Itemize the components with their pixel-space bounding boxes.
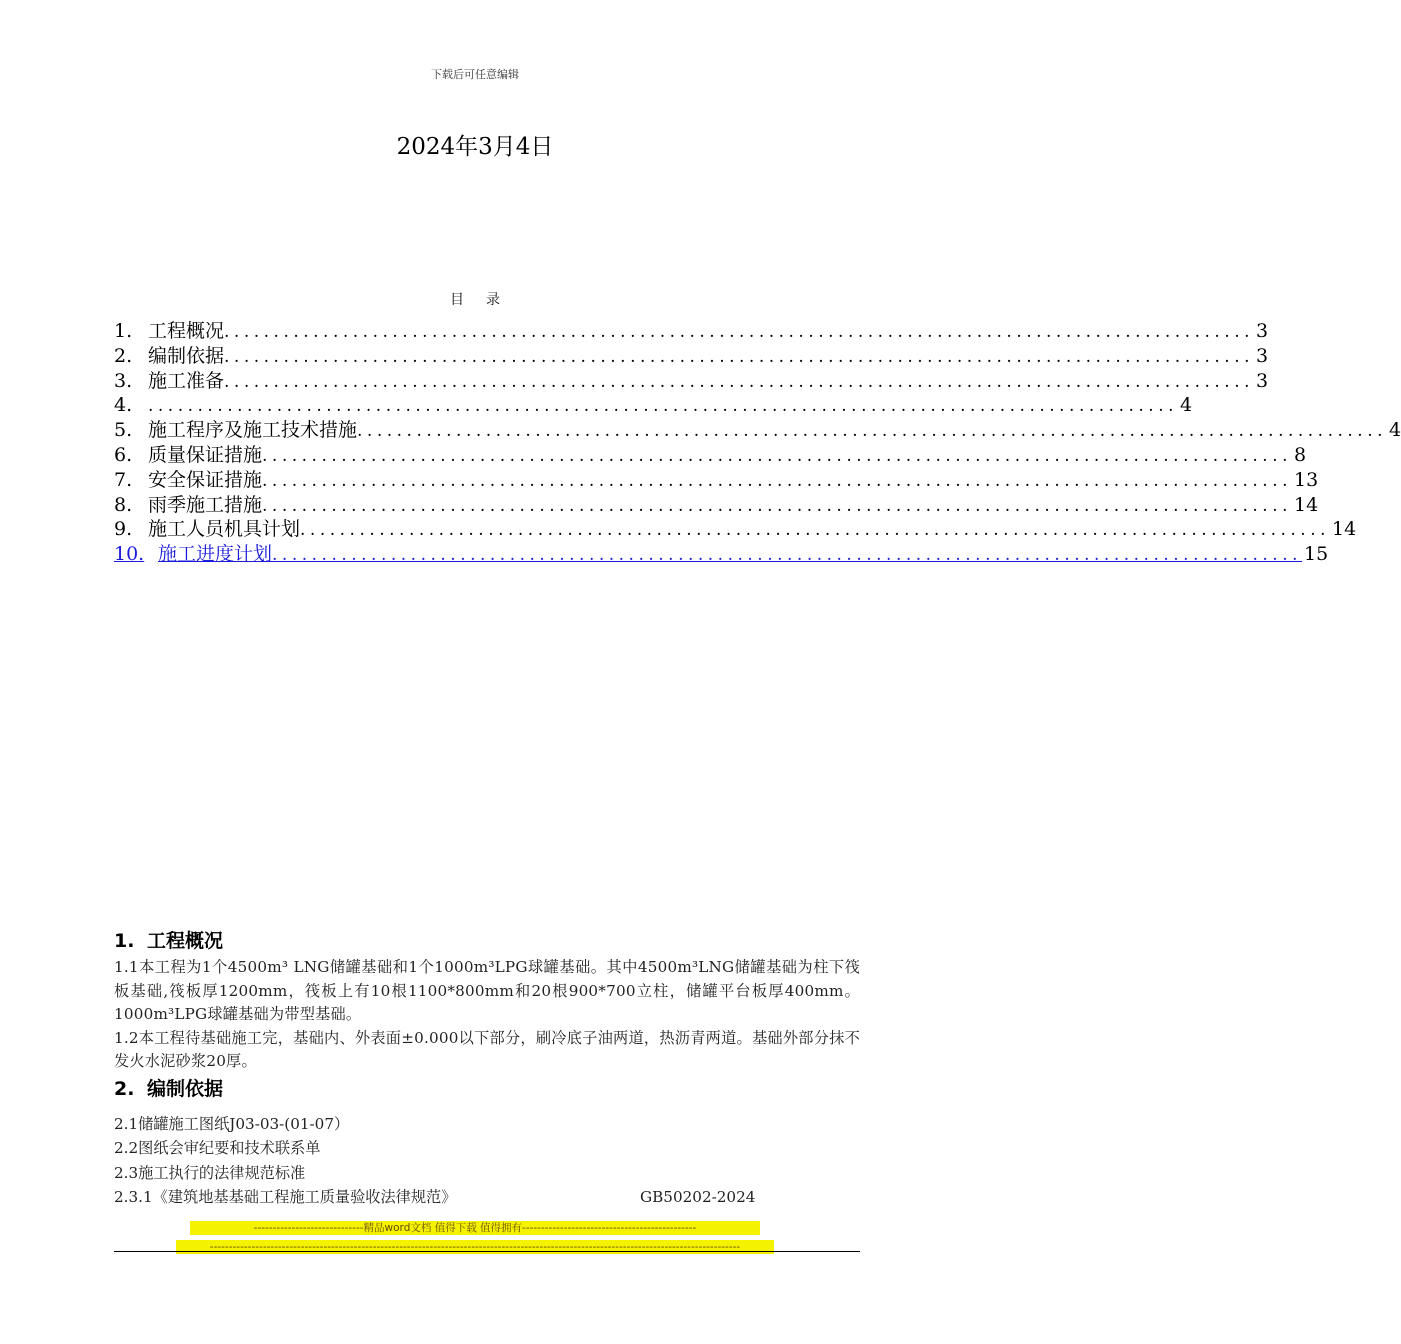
toc-entry-number: 9. <box>114 518 133 541</box>
toc-entry-page: 4 <box>1180 394 1193 417</box>
toc-leader-dots: ........................................................................................................ <box>262 495 1293 516</box>
list-item-text: 2.2图纸会审纪要和技术联系单 <box>114 1139 321 1157</box>
list-item-text: 2.3.1《建筑地基基础工程施工质量验收法律规范》 <box>114 1188 457 1206</box>
section-title: 编制依据 <box>147 1077 224 1100</box>
section-title: 工程概况 <box>147 930 224 952</box>
toc-entry-number: 3. <box>114 369 133 392</box>
toc-entry-label: 工程概况 <box>148 320 225 342</box>
section-heading <box>114 926 860 956</box>
toc-entry[interactable] <box>114 393 1193 418</box>
body-content <box>114 926 860 1210</box>
toc-entry-number: 5. <box>114 419 133 442</box>
toc-entry-page: 3 <box>1256 320 1269 342</box>
toc-entry-number: 4. <box>114 394 133 417</box>
toc-leader-dots: ........................................................................................................ <box>262 445 1293 466</box>
paragraph: 1.2本工程待基础施工完，基础内、外表面±0.000以下部分，刷冷底子油两道，热沥青两道。基础外部分抹不发火水泥砂浆20厚。 <box>114 1028 860 1070</box>
toc-entry-label: 编制依据 <box>148 344 225 367</box>
toc-leader-dots: ........................................................................................................ <box>224 346 1255 367</box>
section-number: 2. <box>114 1077 135 1100</box>
table-of-contents <box>114 319 1401 567</box>
list-item <box>114 1112 860 1137</box>
toc-leader-dots: ........................................................................................................ <box>272 545 1303 566</box>
toc-entry-number: 7. <box>114 468 133 491</box>
list-item <box>114 1136 860 1161</box>
toc-entry-label: 施工准备 <box>148 369 225 392</box>
toc-entry[interactable] <box>114 517 1357 542</box>
toc-entry-page: 15 <box>1304 543 1329 566</box>
list-item-text: 2.1储罐施工图纸J03-03-(01-07） <box>114 1114 350 1133</box>
toc-entry[interactable] <box>114 344 1269 369</box>
toc-entry-link[interactable] <box>114 542 1329 567</box>
section-heading <box>114 1074 860 1104</box>
toc-entry-label: 施工进度计划 <box>158 543 273 566</box>
toc-leader-dots: ........................................................................................................ <box>224 322 1255 342</box>
footer-banner-line: -----------------------------精品word文档 值得下载 值得拥有---------------------------------------------- <box>190 1221 760 1235</box>
paragraph: 1.1本工程为1个4500m³ LNG储罐基础和1个1000m³LPG球罐基础。其中4500m³LNG储罐基础为柱下筏板基础,筏板厚1200mm，筏板上有10根1100*800mm和20根900*700立柱，储罐平台板厚400mm。1000m³LPG球罐基础为带型基础。 <box>114 958 860 1023</box>
toc-title: 目录 <box>450 292 522 308</box>
toc-leader-dots: ........................................................................................................ <box>224 371 1255 392</box>
toc-entry-page: 8 <box>1294 443 1307 466</box>
toc-entry-number: 10. <box>114 543 145 566</box>
toc-leader-dots: ........................................................................................................ <box>300 520 1331 541</box>
toc-entry-label: 质量保证措施 <box>148 443 263 466</box>
toc-entry-number: 6. <box>114 443 133 466</box>
toc-leader-dots: ........................................................................................................ <box>262 470 1293 491</box>
toc-leader-dots: ........................................................................................................ <box>148 396 1178 417</box>
toc-entry-page: 3 <box>1256 369 1269 392</box>
toc-entry-number: 2. <box>114 344 133 367</box>
document-date: 2024年3月4日 <box>396 134 554 160</box>
toc-entry-label: 施工人员机具计划 <box>148 518 301 541</box>
toc-entry[interactable] <box>114 443 1307 468</box>
toc-entry-page: 3 <box>1256 344 1269 367</box>
toc-entry-label: 施工程序及施工技术措施 <box>148 419 358 442</box>
footer-divider <box>114 1251 860 1252</box>
toc-entry[interactable] <box>114 369 1269 394</box>
list-item-text: 2.3施工执行的法律规范标准 <box>114 1163 306 1182</box>
toc-entry[interactable] <box>114 418 1401 443</box>
toc-entry-label: 雨季施工措施 <box>148 493 263 516</box>
list-item <box>114 1161 860 1186</box>
toc-entry-page: 14 <box>1332 518 1357 541</box>
toc-entry[interactable] <box>114 468 1319 493</box>
toc-entry-number: 1. <box>114 320 133 342</box>
toc-entry[interactable] <box>114 319 1269 344</box>
footer-banner-line: -------------------------------------------------------------------------------------------------------------------------------------------- <box>176 1240 774 1254</box>
toc-entry-label: 安全保证措施 <box>148 468 263 491</box>
footer-banner <box>0 1216 950 1254</box>
section-number: 1. <box>114 930 135 952</box>
toc-entry-page: 13 <box>1294 468 1319 491</box>
toc-entry-page: 4 <box>1389 419 1401 442</box>
toc-entry-page: 14 <box>1294 493 1319 516</box>
toc-leader-dots: ........................................................................................................ <box>357 421 1388 442</box>
standard-code: GB50202-2024 <box>640 1188 756 1206</box>
toc-entry[interactable] <box>114 493 1319 518</box>
list-item <box>114 1185 860 1210</box>
toc-entry-number: 8. <box>114 493 133 516</box>
header-note: 下载后可任意编辑 <box>431 68 519 81</box>
